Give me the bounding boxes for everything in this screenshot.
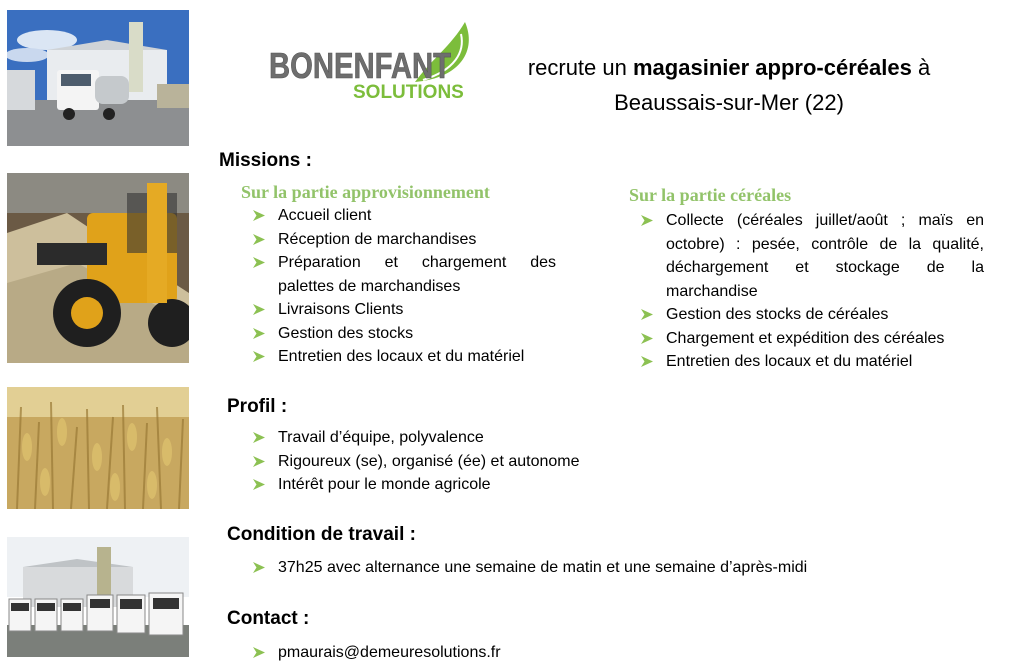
arrow-bullet-icon — [253, 304, 265, 315]
list-item: Entretien des locaux et du matériel — [641, 350, 984, 374]
conditions-list — [253, 556, 893, 580]
list-item: Réception de marchandises — [253, 228, 556, 252]
contact-list — [253, 641, 653, 665]
photo-truck-fleet — [7, 537, 189, 657]
profil-list — [253, 426, 673, 497]
company-logo — [265, 20, 480, 104]
appro-subheading: Sur la partie approvisionnement — [241, 182, 490, 202]
cereales-list — [641, 209, 984, 374]
job-headline — [498, 50, 960, 120]
arrow-bullet-icon — [641, 333, 653, 344]
arrow-bullet-icon — [253, 328, 265, 339]
arrow-bullet-icon — [253, 351, 265, 362]
list-item: Chargement et expédition des céréales — [641, 327, 984, 351]
arrow-bullet-icon — [253, 456, 265, 467]
list-item: Livraisons Clients — [253, 298, 556, 322]
arrow-bullet-icon — [253, 479, 265, 490]
list-item: Collecte (céréales juillet/août ; maïs en octobre) : pesée, contrôle de la qualité, déchargement et stockage de la marchandise — [641, 209, 984, 303]
photo-telehandler-grain — [7, 173, 189, 363]
arrow-bullet-icon — [253, 257, 265, 268]
list-item: Préparation et chargement des palettes de marchandises — [253, 251, 556, 298]
headline-prefix: recrute un — [527, 55, 627, 80]
appro-list — [253, 204, 556, 369]
arrow-bullet-icon — [641, 356, 653, 367]
arrow-bullet-icon — [641, 215, 653, 226]
conditions-heading: Condition de travail : — [227, 524, 416, 545]
contact-heading: Contact : — [227, 608, 310, 629]
list-item: Gestion des stocks de céréales — [641, 303, 984, 327]
list-item: Rigoureux (se), organisé (ée) et autonome — [253, 450, 673, 474]
missions-heading: Missions : — [219, 150, 312, 171]
arrow-bullet-icon — [253, 562, 265, 573]
photo-wheat-field — [7, 387, 189, 509]
logo-subtitle: SOLUTIONS — [353, 82, 464, 103]
list-item: Intérêt pour le monde agricole — [253, 473, 673, 497]
arrow-bullet-icon — [253, 210, 265, 221]
arrow-bullet-icon — [253, 432, 265, 443]
photo-truck-warehouse — [7, 10, 189, 146]
list-item: Gestion des stocks — [253, 322, 556, 346]
arrow-bullet-icon — [641, 309, 653, 320]
list-item: Entretien des locaux et du matériel — [253, 345, 556, 369]
profil-heading: Profil : — [227, 396, 288, 417]
list-item: Travail d’équipe, polyvalence — [253, 426, 673, 450]
job-title: magasinier appro-céréales — [633, 55, 912, 80]
arrow-bullet-icon — [253, 234, 265, 245]
list-item: Accueil client — [253, 204, 556, 228]
cereales-subheading: Sur la partie céréales — [629, 185, 792, 205]
headline-suffix: à — [917, 55, 931, 80]
logo-wordmark: BONENFANT — [269, 45, 452, 86]
list-item: 37h25 avec alternance une semaine de matin et une semaine d’après-midi — [253, 556, 893, 580]
arrow-bullet-icon — [253, 647, 265, 658]
job-location: Beaussais-sur-Mer (22) — [614, 90, 844, 115]
contact-email[interactable]: pmaurais@demeuresolutions.fr — [253, 641, 653, 665]
